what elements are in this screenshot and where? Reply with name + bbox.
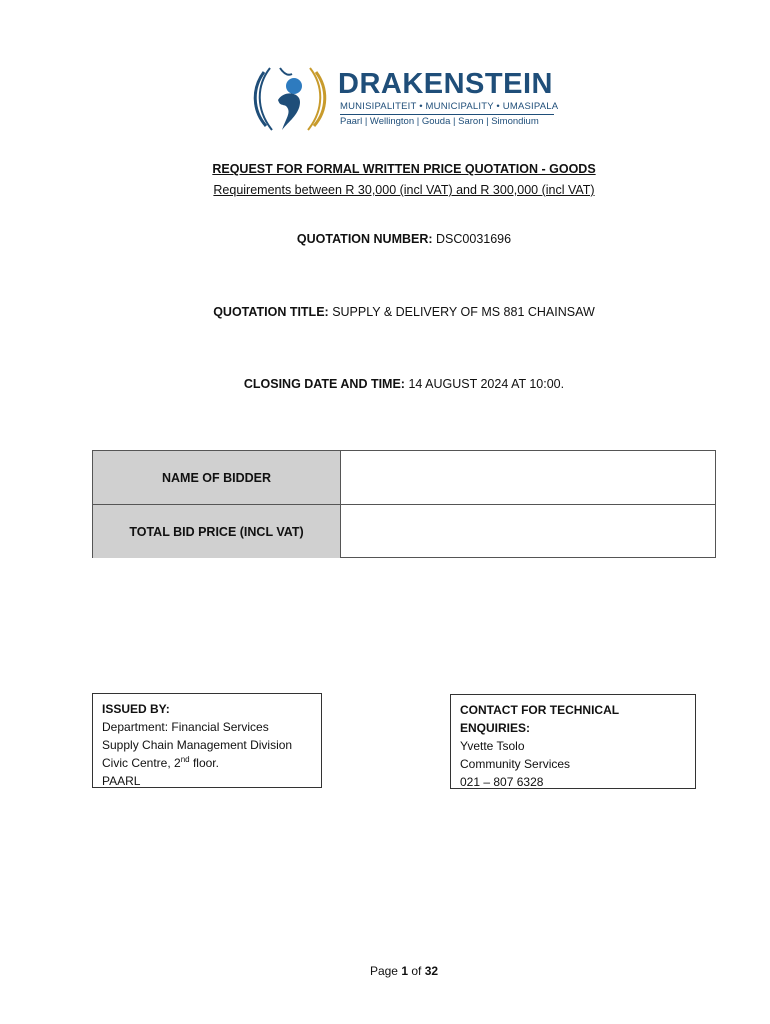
issued-by-title: ISSUED BY:: [102, 702, 170, 716]
total-bid-price-field[interactable]: [341, 505, 715, 558]
bidder-name-row: [93, 451, 715, 505]
issued-by-box: [92, 693, 322, 788]
closing-date-value: 14 AUGUST 2024 AT 10:00.: [408, 377, 565, 391]
quotation-number-value: DSC0031696: [436, 232, 512, 246]
issued-by-department: Department: Financial Services: [102, 720, 269, 734]
closing-date-label: CLOSING DATE AND TIME:: [243, 377, 405, 391]
technical-contact-box: [450, 694, 696, 789]
closing-date-line: [0, 377, 770, 391]
quotation-title-label: QUOTATION TITLE:: [213, 305, 329, 319]
page-number: Page 1 of 32: [369, 964, 439, 978]
municipality-emblem-icon: [250, 60, 330, 135]
bid-table: [92, 450, 716, 558]
bidder-name-label: NAME OF BIDDER: [93, 451, 341, 504]
quotation-title-value: SUPPLY & DELIVERY OF MS 881 CHAINSAW: [332, 305, 595, 319]
quotation-number-label: QUOTATION NUMBER:: [296, 232, 433, 246]
document-subtitle: Requirements between R 30,000 (incl VAT) and R 300,000 (incl VAT): [213, 183, 595, 197]
bidder-name-field[interactable]: [341, 451, 715, 504]
technical-contact-name: Yvette Tsolo: [460, 739, 525, 753]
total-bid-price-row: [93, 505, 715, 558]
brand-name: DRAKENSTEIN: [338, 68, 553, 100]
issued-by-address: Civic Centre, 2nd floor.: [102, 755, 219, 770]
quotation-number-line: [0, 232, 770, 246]
quotation-title-line: [0, 305, 770, 319]
technical-contact-phone: 021 – 807 6328: [460, 775, 544, 789]
total-bid-price-label: TOTAL BID PRICE (INCL VAT): [93, 505, 341, 558]
brand-subtitle: MUNISIPALITEIT • MUNICIPALITY • UMASIPALA: [340, 101, 559, 112]
issued-by-division: Supply Chain Management Division: [102, 738, 293, 752]
brand-divider: [340, 114, 554, 115]
drakenstein-logo: [250, 60, 570, 135]
technical-contact-title: CONTACT FOR TECHNICAL ENQUIRIES:: [460, 703, 619, 735]
technical-contact-department: Community Services: [460, 757, 571, 771]
document-title: REQUEST FOR FORMAL WRITTEN PRICE QUOTATION - GOODS: [212, 162, 596, 176]
issued-by-city: PAARL: [102, 774, 141, 788]
brand-towns: Paarl | Wellington | Gouda | Saron | Simondium: [340, 116, 539, 127]
